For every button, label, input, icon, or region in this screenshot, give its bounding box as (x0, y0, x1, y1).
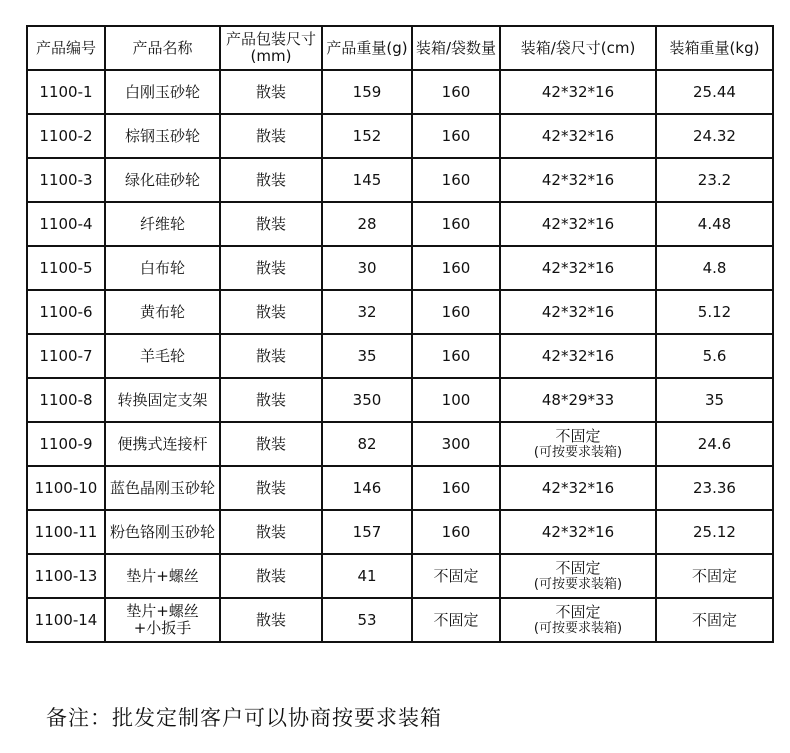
cell-product-weight: 152 (322, 114, 412, 158)
cell-box-quantity: 160 (412, 466, 500, 510)
table-body (27, 70, 773, 642)
cell-product-name: 转换固定支架 (105, 378, 220, 422)
table-row (27, 334, 773, 378)
cell-box-weight: 23.2 (656, 158, 773, 202)
cell-box-size: 48*29*33 (500, 378, 656, 422)
cell-product-weight: 145 (322, 158, 412, 202)
cell-product-weight: 35 (322, 334, 412, 378)
product-spec-table (26, 25, 774, 643)
cell-package-size: 散装 (220, 466, 322, 510)
header-product-name: 产品名称 (105, 26, 220, 70)
table-row (27, 202, 773, 246)
cell-package-size: 散装 (220, 158, 322, 202)
cell-box-weight: 不固定 (656, 598, 773, 642)
cell-product-name: 黄布轮 (105, 290, 220, 334)
cell-product-name: 垫片+螺丝 +小扳手 (105, 598, 220, 642)
cell-box-size: 不固定 (可按要求装箱) (500, 554, 656, 598)
cell-package-size: 散装 (220, 510, 322, 554)
cell-product-name: 粉色铬刚玉砂轮 (105, 510, 220, 554)
header-box-size: 装箱/袋尺寸(cm) (500, 26, 656, 70)
header-product-weight: 产品重量(g) (322, 26, 412, 70)
cell-package-size: 散装 (220, 246, 322, 290)
table-row (27, 290, 773, 334)
cell-product-name: 棕钢玉砂轮 (105, 114, 220, 158)
cell-package-size: 散装 (220, 554, 322, 598)
cell-box-weight: 4.48 (656, 202, 773, 246)
cell-box-size: 42*32*16 (500, 114, 656, 158)
cell-product-name: 绿化硅砂轮 (105, 158, 220, 202)
cell-product-weight: 30 (322, 246, 412, 290)
table-row (27, 554, 773, 598)
cell-box-weight: 23.36 (656, 466, 773, 510)
cell-product-name: 蓝色晶刚玉砂轮 (105, 466, 220, 510)
footer-note: 备注：批发定制客户可以协商按要求装箱 (46, 706, 442, 730)
cell-package-size: 散装 (220, 290, 322, 334)
table-row (27, 422, 773, 466)
cell-product-code: 1100-10 (27, 466, 105, 510)
cell-package-size: 散装 (220, 422, 322, 466)
table-row (27, 114, 773, 158)
cell-box-quantity: 160 (412, 246, 500, 290)
cell-box-size: 42*32*16 (500, 334, 656, 378)
cell-box-size: 42*32*16 (500, 246, 656, 290)
cell-box-quantity: 100 (412, 378, 500, 422)
cell-box-quantity: 160 (412, 114, 500, 158)
cell-product-name: 纤维轮 (105, 202, 220, 246)
header-box-weight: 装箱重量(kg) (656, 26, 773, 70)
table-row (27, 70, 773, 114)
cell-product-code: 1100-13 (27, 554, 105, 598)
cell-product-name: 白刚玉砂轮 (105, 70, 220, 114)
cell-box-size: 42*32*16 (500, 466, 656, 510)
cell-product-code: 1100-3 (27, 158, 105, 202)
cell-package-size: 散装 (220, 70, 322, 114)
cell-product-weight: 53 (322, 598, 412, 642)
cell-box-quantity: 不固定 (412, 554, 500, 598)
cell-box-size: 42*32*16 (500, 70, 656, 114)
cell-box-quantity: 160 (412, 510, 500, 554)
cell-box-weight: 25.12 (656, 510, 773, 554)
cell-box-size: 42*32*16 (500, 202, 656, 246)
header-row (27, 26, 773, 70)
cell-box-size: 42*32*16 (500, 510, 656, 554)
cell-box-weight: 不固定 (656, 554, 773, 598)
cell-box-quantity: 160 (412, 290, 500, 334)
cell-product-code: 1100-5 (27, 246, 105, 290)
cell-product-name: 羊毛轮 (105, 334, 220, 378)
cell-package-size: 散装 (220, 202, 322, 246)
cell-box-quantity: 不固定 (412, 598, 500, 642)
table-header (27, 26, 773, 70)
table-row (27, 510, 773, 554)
cell-box-weight: 35 (656, 378, 773, 422)
cell-box-weight: 25.44 (656, 70, 773, 114)
header-package-size: 产品包装尺寸 (mm) (220, 26, 322, 70)
cell-box-size: 不固定 (可按要求装箱) (500, 422, 656, 466)
cell-product-code: 1100-8 (27, 378, 105, 422)
cell-product-weight: 159 (322, 70, 412, 114)
cell-box-weight: 24.32 (656, 114, 773, 158)
cell-package-size: 散装 (220, 598, 322, 642)
table-row (27, 598, 773, 642)
cell-product-weight: 32 (322, 290, 412, 334)
cell-product-code: 1100-4 (27, 202, 105, 246)
cell-product-code: 1100-9 (27, 422, 105, 466)
cell-product-code: 1100-6 (27, 290, 105, 334)
cell-product-weight: 157 (322, 510, 412, 554)
cell-product-code: 1100-7 (27, 334, 105, 378)
cell-box-weight: 4.8 (656, 246, 773, 290)
cell-product-weight: 82 (322, 422, 412, 466)
table-row (27, 158, 773, 202)
cell-package-size: 散装 (220, 114, 322, 158)
cell-product-code: 1100-11 (27, 510, 105, 554)
header-product-code: 产品编号 (27, 26, 105, 70)
cell-package-size: 散装 (220, 378, 322, 422)
cell-box-quantity: 160 (412, 158, 500, 202)
cell-product-weight: 350 (322, 378, 412, 422)
cell-box-quantity: 300 (412, 422, 500, 466)
cell-box-quantity: 160 (412, 202, 500, 246)
cell-box-size: 42*32*16 (500, 290, 656, 334)
cell-product-weight: 146 (322, 466, 412, 510)
table-row (27, 466, 773, 510)
cell-box-weight: 24.6 (656, 422, 773, 466)
table-row (27, 246, 773, 290)
cell-box-quantity: 160 (412, 334, 500, 378)
cell-product-code: 1100-14 (27, 598, 105, 642)
cell-box-size: 不固定 (可按要求装箱) (500, 598, 656, 642)
cell-box-weight: 5.12 (656, 290, 773, 334)
cell-product-name: 白布轮 (105, 246, 220, 290)
cell-product-code: 1100-2 (27, 114, 105, 158)
cell-product-weight: 28 (322, 202, 412, 246)
cell-product-name: 便携式连接杆 (105, 422, 220, 466)
cell-box-size: 42*32*16 (500, 158, 656, 202)
cell-box-weight: 5.6 (656, 334, 773, 378)
cell-box-quantity: 160 (412, 70, 500, 114)
cell-package-size: 散装 (220, 334, 322, 378)
cell-product-weight: 41 (322, 554, 412, 598)
table-row (27, 378, 773, 422)
cell-product-code: 1100-1 (27, 70, 105, 114)
header-box-quantity: 装箱/袋数量 (412, 26, 500, 70)
cell-product-name: 垫片+螺丝 (105, 554, 220, 598)
